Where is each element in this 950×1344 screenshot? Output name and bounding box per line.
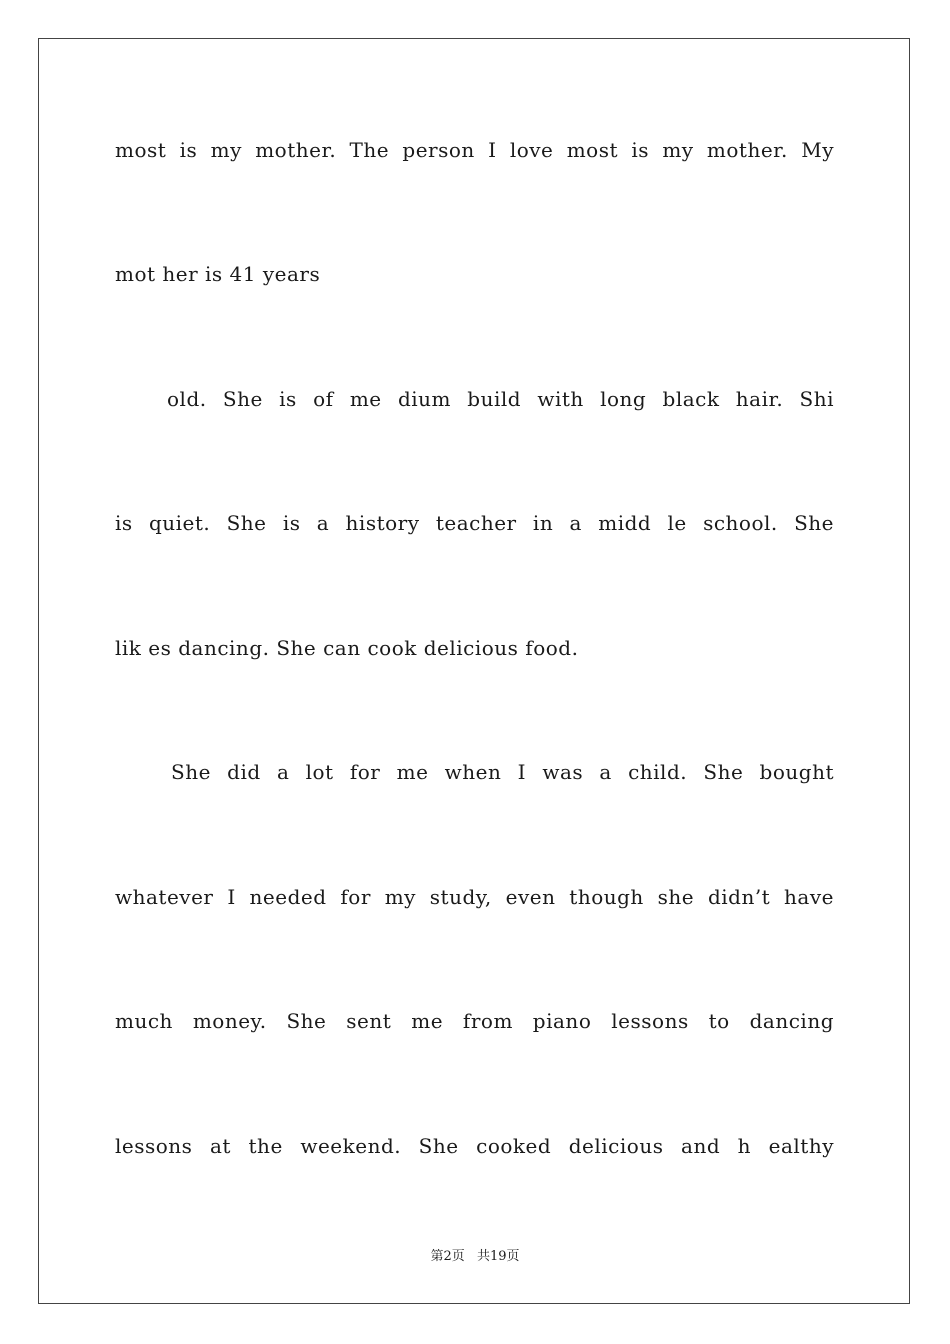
page-footer xyxy=(0,1248,950,1266)
page-total-label: 共19页 xyxy=(476,1249,520,1264)
text-line-9: lessons at the weekend. She cooked delicious and h ealthy xyxy=(115,1134,834,1158)
text-line-4: is quiet. She is a history teacher in a midd le school. She xyxy=(115,511,834,535)
text-line-1: most is my mother. The person I love most is my mother. My xyxy=(115,138,834,162)
text-line-3: old. She is of me dium build with long black hair. Shi xyxy=(167,387,834,411)
text-line-5: lik es dancing. She can cook delicious food. xyxy=(115,636,579,660)
page-current-label: 第2页 xyxy=(430,1249,465,1264)
text-line-7: whatever I needed for my study, even though she didn’t have xyxy=(115,885,834,909)
page-border xyxy=(38,38,910,1304)
text-line-6: She did a lot for me when I was a child. She bought xyxy=(171,760,834,784)
text-line-8: much money. She sent me from piano lessons to dancing xyxy=(115,1009,834,1033)
text-line-2: mot her is 41 years xyxy=(115,262,321,286)
